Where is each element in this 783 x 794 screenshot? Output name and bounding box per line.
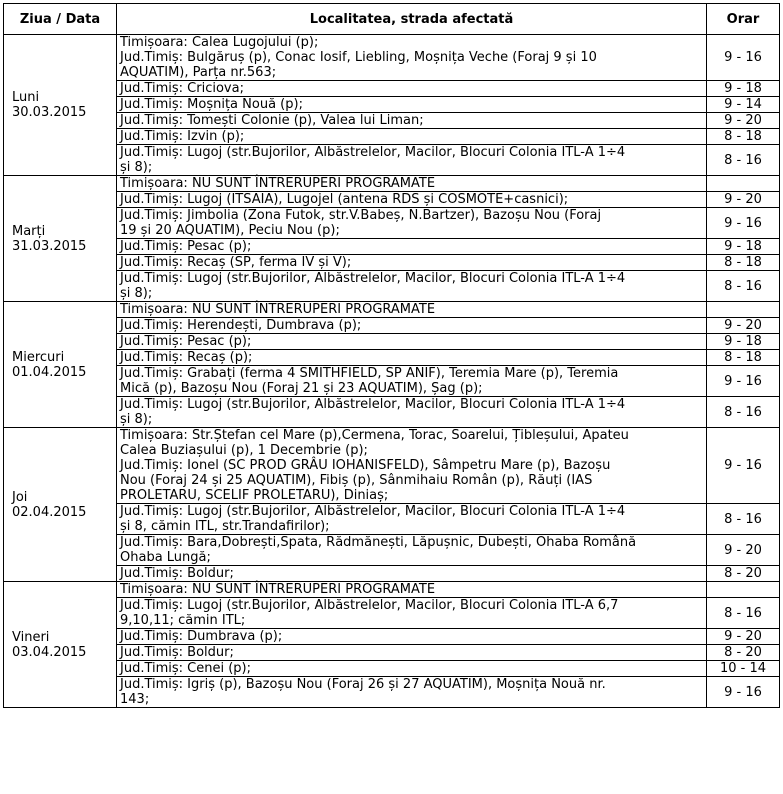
table-row: [4, 566, 780, 582]
location-cell: [117, 645, 707, 661]
location-line: Jud.Timiș: Lugoj (str.Bujorilor, Albăstrelelor, Macilor, Blocuri Colonia ITL-A 1÷4: [120, 145, 626, 160]
day-name: Joi: [12, 489, 28, 505]
location-cell: [117, 504, 707, 535]
location-cell: [117, 271, 707, 302]
location-line: Jud.Timiș: Recaș (p);: [120, 350, 253, 365]
location-cell: [117, 598, 707, 629]
hours-cell: 9 - 20: [707, 629, 780, 645]
location-cell: [117, 629, 707, 645]
location-line: Timișoara: Calea Lugojului (p);: [120, 35, 319, 50]
hours-cell: 8 - 20: [707, 645, 780, 661]
location-cell: [117, 176, 707, 192]
location-cell: [117, 97, 707, 113]
hours-cell: 8 - 18: [707, 350, 780, 366]
hours-cell: 8 - 16: [707, 145, 780, 176]
table-row: [4, 271, 780, 302]
table-row: [4, 535, 780, 566]
hours-cell: 8 - 20: [707, 566, 780, 582]
hours-cell: [707, 582, 780, 598]
location-cell: [117, 318, 707, 334]
location-line: Jud.Timiș: Lugoj (str.Bujorilor, Albăstrelelor, Macilor, Blocuri Colonia ITL-A 1÷4: [120, 504, 626, 519]
table-row: [4, 645, 780, 661]
hours-cell: 9 - 18: [707, 239, 780, 255]
location-line: Jud.Timiș: Lugoj (str.Bujorilor, Albăstrelelor, Macilor, Blocuri Colonia ITL-A 1÷4: [120, 397, 626, 412]
location-cell: [117, 350, 707, 366]
table-row: [4, 366, 780, 397]
location-line: Jud.Timiș: Lugoj (str.Bujorilor, Albăstrelelor, Macilor, Blocuri Colonia ITL-A 1÷4: [120, 271, 626, 286]
hours-cell: 9 - 20: [707, 113, 780, 129]
location-line: Jud.Timiș: Boldur;: [120, 566, 234, 581]
table-row: [4, 255, 780, 271]
hours-cell: [707, 302, 780, 318]
location-line: Jud.Timiș: Grabați (ferma 4 SMITHFIELD, SP ANIF), Teremia Mare (p), Teremia: [120, 366, 619, 381]
location-cell: [117, 428, 707, 504]
day-name: Miercuri: [12, 349, 65, 365]
location-line: Jud.Timiș: Izvin (p);: [120, 129, 245, 144]
table-row: [4, 81, 780, 97]
location-line: Jud.Timiș: Boldur;: [120, 645, 234, 660]
table-row: [4, 176, 780, 192]
hours-cell: 9 - 16: [707, 35, 780, 81]
hours-cell: 8 - 16: [707, 397, 780, 428]
location-cell: [117, 535, 707, 566]
table-row: [4, 629, 780, 645]
table-row: [4, 129, 780, 145]
day-cell: [4, 582, 117, 708]
location-cell: [117, 35, 707, 81]
table-row: [4, 504, 780, 535]
table-row: [4, 208, 780, 239]
location-line: Jud.Timiș: Cenei (p);: [120, 661, 252, 676]
schedule-body: [4, 35, 780, 708]
hours-cell: 9 - 20: [707, 318, 780, 334]
table-row: [4, 318, 780, 334]
location-cell: [117, 113, 707, 129]
hours-cell: 8 - 18: [707, 129, 780, 145]
day-name: Vineri: [12, 629, 50, 645]
table-row: [4, 598, 780, 629]
day-cell: [4, 302, 117, 428]
location-line: 9,10,11; cămin ITL;: [120, 613, 246, 628]
location-cell: [117, 677, 707, 708]
location-line: Jud.Timiș: Bulgăruș (p), Conac Iosif, Liebling, Moșnița Veche (Foraj 9 și 10: [120, 50, 597, 65]
location-line: Ohaba Lungă;: [120, 550, 211, 565]
location-cell: [117, 334, 707, 350]
location-line: și 8);: [120, 286, 153, 301]
location-cell: [117, 81, 707, 97]
location-line: și 8);: [120, 160, 153, 175]
hours-cell: 8 - 16: [707, 271, 780, 302]
location-cell: [117, 566, 707, 582]
location-cell: [117, 582, 707, 598]
hours-cell: [707, 176, 780, 192]
location-line: Jud.Timiș: Ionel (SC PROD GRÂU IOHANISFELD), Sâmpetru Mare (p), Bazoșu: [120, 458, 611, 473]
table-row: [4, 145, 780, 176]
location-line: Mică (p), Bazoșu Nou (Foraj 21 și 23 AQUATIM), Șag (p);: [120, 381, 483, 396]
location-line: Calea Buziașului (p), 1 Decembrie (p);: [120, 443, 368, 458]
day-cell: [4, 428, 117, 582]
location-cell: [117, 239, 707, 255]
day-date: 31.03.2015: [12, 238, 87, 254]
hours-cell: 9 - 16: [707, 366, 780, 397]
location-line: Jud.Timiș: Tomești Colonie (p), Valea lui Liman;: [120, 113, 424, 128]
location-line: Jud.Timiș: Criciova;: [120, 81, 244, 96]
header-hours: Orar: [707, 4, 780, 35]
location-line: Jud.Timiș: Pesac (p);: [120, 239, 252, 254]
table-row: [4, 350, 780, 366]
table-row: [4, 677, 780, 708]
location-line: 19 și 20 AQUATIM), Peciu Nou (p);: [120, 223, 340, 238]
table-row: [4, 302, 780, 318]
location-line: Jud.Timiș: Lugoj (ITSAIA), Lugojel (antena RDS și COSMOTE+casnici);: [120, 192, 569, 207]
hours-cell: 8 - 16: [707, 598, 780, 629]
location-cell: [117, 397, 707, 428]
location-line: și 8);: [120, 412, 153, 427]
location-cell: [117, 255, 707, 271]
location-line: Timișoara: NU SUNT ÎNTRERUPERI PROGRAMATE: [120, 302, 436, 317]
table-row: [4, 428, 780, 504]
day-cell: [4, 35, 117, 176]
hours-cell: 9 - 16: [707, 677, 780, 708]
table-row: [4, 192, 780, 208]
hours-cell: 9 - 18: [707, 81, 780, 97]
table-row: [4, 661, 780, 677]
location-line: Timișoara: NU SUNT ÎNTRERUPERI PROGRAMATE: [120, 582, 436, 597]
location-line: 143;: [120, 692, 150, 707]
hours-cell: 9 - 16: [707, 428, 780, 504]
header-location: Localitatea, strada afectată: [117, 4, 707, 35]
table-row: [4, 35, 780, 81]
location-cell: [117, 366, 707, 397]
location-line: Nou (Foraj 24 și 25 AQUATIM), Fibiș (p), Sânmihaiu Român (p), Răuți (IAS: [120, 473, 593, 488]
location-cell: [117, 208, 707, 239]
location-cell: [117, 661, 707, 677]
location-cell: [117, 192, 707, 208]
day-date: 30.03.2015: [12, 105, 87, 120]
table-row: [4, 97, 780, 113]
location-line: Jud.Timiș: Recaș (SP, ferma IV și V);: [120, 255, 352, 270]
hours-cell: 9 - 16: [707, 208, 780, 239]
location-line: și 8, cămin ITL, str.Trandafirilor);: [120, 519, 330, 534]
day-date: 03.04.2015: [12, 644, 87, 660]
hours-cell: 9 - 18: [707, 334, 780, 350]
location-line: Jud.Timiș: Pesac (p);: [120, 334, 252, 349]
location-line: Jud.Timiș: Bara,Dobrești,Spata, Rădmănești, Lăpușnic, Dubești, Ohaba Română: [120, 535, 637, 550]
day-name: Luni: [12, 90, 40, 105]
location-line: Jud.Timiș: Herendești, Dumbrava (p);: [120, 318, 362, 333]
location-cell: [117, 129, 707, 145]
location-line: Jud.Timiș: Jimbolia (Zona Futok, str.V.Babeș, N.Bartzer), Bazoșu Nou (Foraj: [120, 208, 602, 223]
location-cell: [117, 145, 707, 176]
hours-cell: 8 - 16: [707, 504, 780, 535]
location-line: PROLETARU, SCELIF PROLETARU), Diniaș;: [120, 488, 389, 503]
day-date: 01.04.2015: [12, 364, 87, 380]
day-date: 02.04.2015: [12, 504, 87, 520]
header-day: Ziua / Data: [4, 4, 117, 35]
location-line: Jud.Timiș: Moșnița Nouă (p);: [120, 97, 303, 112]
hours-cell: 9 - 14: [707, 97, 780, 113]
location-line: Jud.Timiș: Igriș (p), Bazoșu Nou (Foraj 26 și 27 AQUATIM), Moșnița Nouă nr.: [120, 677, 606, 692]
location-line: Timișoara: Str.Ștefan cel Mare (p),Cermena, Torac, Soarelui, Țibleșului, Apateu: [120, 428, 629, 443]
location-cell: [117, 302, 707, 318]
table-row: [4, 397, 780, 428]
hours-cell: 10 - 14: [707, 661, 780, 677]
table-row: [4, 239, 780, 255]
outage-schedule-table: [3, 3, 780, 708]
table-row: [4, 334, 780, 350]
hours-cell: 8 - 18: [707, 255, 780, 271]
day-cell: [4, 176, 117, 302]
location-line: Timișoara: NU SUNT ÎNTRERUPERI PROGRAMATE: [120, 176, 436, 191]
location-line: Jud.Timiș: Dumbrava (p);: [120, 629, 283, 644]
table-row: [4, 582, 780, 598]
hours-cell: 9 - 20: [707, 535, 780, 566]
location-line: Jud.Timiș: Lugoj (str.Bujorilor, Albăstrelelor, Macilor, Blocuri Colonia ITL-A 6,7: [120, 598, 619, 613]
location-line: AQUATIM), Parța nr.563;: [120, 65, 277, 80]
header-row: [4, 4, 780, 35]
day-name: Marți: [12, 223, 46, 239]
hours-cell: 9 - 20: [707, 192, 780, 208]
table-row: [4, 113, 780, 129]
